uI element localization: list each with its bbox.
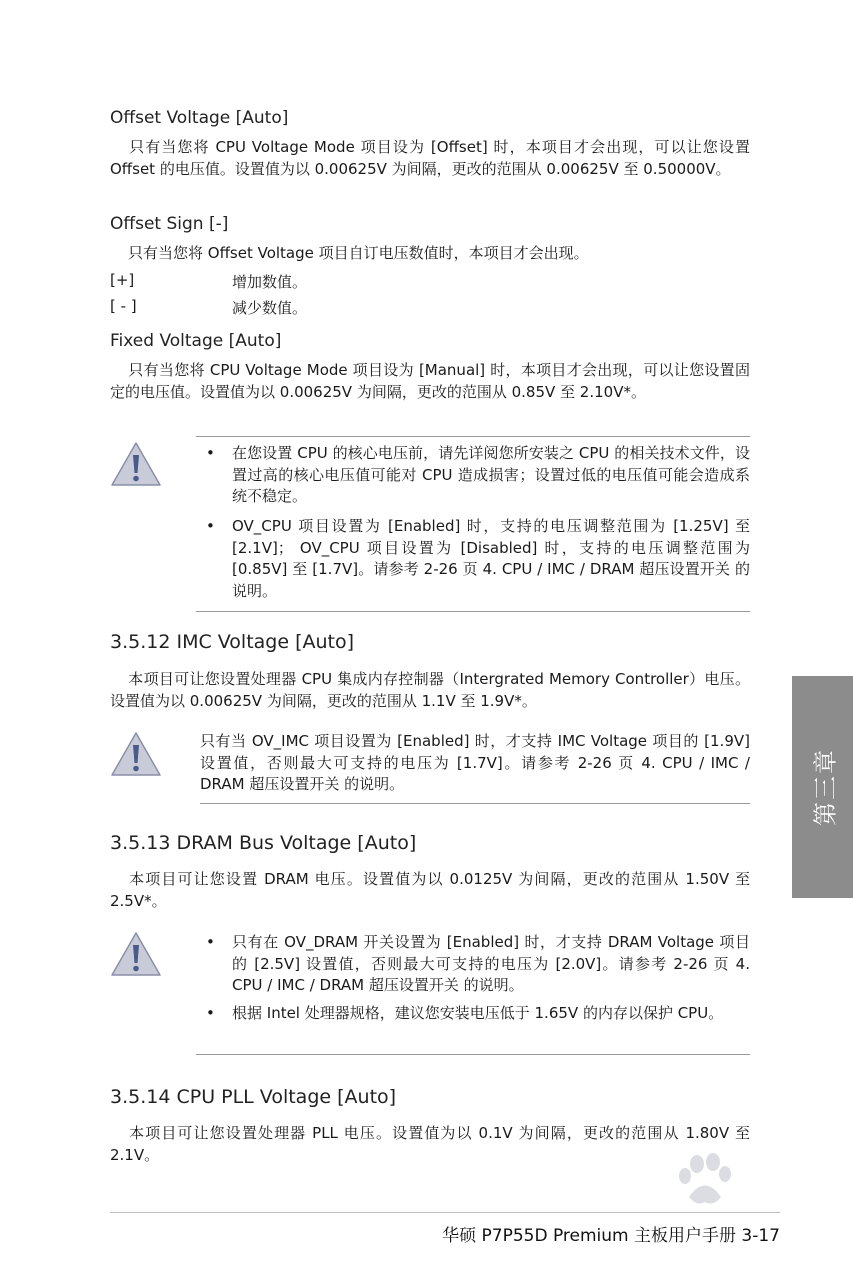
page-footer: 华硕 P7P55D Premium 主板用户手册 3-17 [442,1226,780,1246]
heading-offset-voltage: Offset Voltage [Auto] [110,108,289,128]
paragraph-dram-voltage: 本项目可让您设置 DRAM 电压。设置值为以 0.0125V 为间隔，更改的范围从 1.50V 至 2.5V*。 [110,870,750,910]
paragraph-fixed-voltage: 只有当您将 CPU Voltage Mode 项目设为 [Manual] 时，本项目才会出现，可以让您设置固定的电压值。设置值为以 0.00625V 为间隔，更改的范围从 0.85V 至 2.10V*。 [110,361,750,401]
heading-cpu-pll-voltage: 3.5.14 CPU PLL Voltage [Auto] [110,1086,397,1108]
heading-dram-voltage: 3.5.13 DRAM Bus Voltage [Auto] [110,832,417,854]
note-item: • 只有在 OV_DRAM 开关设置为 [Enabled] 时，才支持 DRAM Voltage 项目的 [2.5V] 设置值，否则最大可支持的电压为 [2.0V]。请参考 2-26 页 4. CPU / IMC / DRAM 超压设置开关 的说明。 [206,933,750,994]
option-key-minus: [ - ] [110,297,137,315]
footer-rule [110,1212,780,1213]
note-item: • 根据 Intel 处理器规格，建议您安装电压低于 1.65V 的内存以保护 CPU。 [206,1004,724,1022]
heading-fixed-voltage: Fixed Voltage [Auto] [110,331,282,351]
option-key-plus: [+] [110,271,135,289]
option-desc-plus: 增加数值。 [232,273,308,291]
note-item: • OV_CPU 项目设置为 [Enabled] 时，支持的电压调整范围为 [1.25V] 至 [2.1V]； OV_CPU 项目设置为 [Disabled] 时，支持的电压调整范围为 [0.85V] 至 [1.7V]。请参考 2-26 页 4. CPU / IMC / DRAM 超压设置开关 的说明。 [206,517,750,600]
paragraph-offset-voltage: 只有当您将 CPU Voltage Mode 项目设为 [Offset] 时，本项目才会出现，可以让您设置 Offset 的电压值。设置值为以 0.00625V 为间隔，更改的范围从 0.00625V 至 0.50000V。 [110,138,750,178]
heading-offset-sign: Offset Sign [-] [110,214,229,234]
warning-triangle-icon [110,440,162,488]
warning-note-imc [110,726,750,808]
warning-triangle-icon [110,930,162,978]
note-text: 只有当 OV_IMC 项目设置为 [Enabled] 时，才支持 IMC Voltage 项目的 [1.9V] 设置值，否则最大可支持的电压为 [1.7V]。请参考 2-26 页 4. CPU / IMC / DRAM 超压设置开关 的说明。 [200,732,750,793]
chapter-side-tab [792,676,853,898]
paragraph-imc-voltage: 本项目可让您设置处理器 CPU 集成内存控制器（Intergrated Memory Controller）电压。设置值为以 0.00625V 为间隔，更改的范围从 1.1V 至 1.9V*。 [110,670,750,710]
option-desc-minus: 减少数值。 [232,299,308,317]
paragraph-offset-sign: 只有当您将 Offset Voltage 项目自订电压数值时，本项目才会出现。 [128,244,589,262]
chapter-label: 第三章 [811,748,839,826]
paragraph-cpu-pll-voltage: 本项目可让您设置处理器 PLL 电压。设置值为以 0.1V 为间隔，更改的范围从 1.80V 至 2.1V。 [110,1124,750,1164]
heading-imc-voltage: 3.5.12 IMC Voltage [Auto] [110,631,355,653]
warning-note-fixed-voltage [110,436,750,616]
warning-triangle-icon [110,730,162,778]
warning-note-dram [110,926,750,1058]
note-item: • 在您设置 CPU 的核心电压前，请先详阅您所安装之 CPU 的相关技术文件，设置过高的核心电压值可能对 CPU 造成损害；设置过低的电压值可能会造成系统不稳定。 [206,444,750,505]
